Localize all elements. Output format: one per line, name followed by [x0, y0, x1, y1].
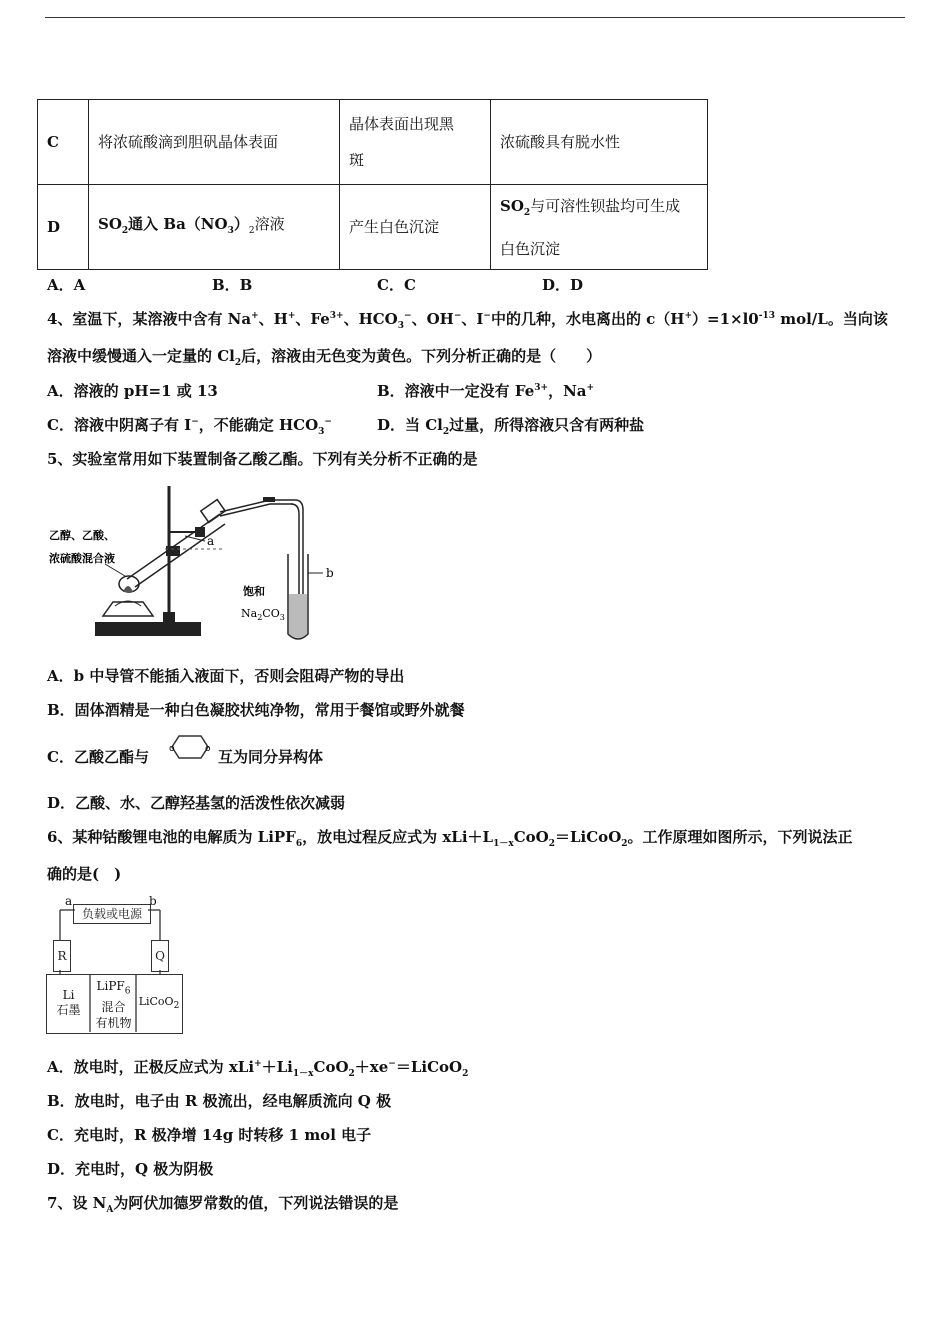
q6-option-c[interactable]: C．充电时，R 极净增 14g 时转移 1 mol 电子 [47, 1126, 372, 1144]
electrolyte-label: LiPF$_6$ 混合 有机物 [95, 979, 132, 1031]
conclusion-cell: $SO_2$与可溶性钡盐均可生成 白色沉淀 [491, 185, 708, 270]
fig-label-b: b [326, 566, 334, 580]
stand-base [95, 622, 201, 636]
phenomenon-cell: 产生白色沉淀 [340, 185, 491, 270]
svg-text:o: o [205, 744, 211, 754]
q4-option-d[interactable]: D．当 $Cl_2$过量，所得溶液只含有两种盐 [377, 416, 645, 437]
q4-stem-line1: 4、室温下，某溶液中含有 Na+、H+、$Fe^{3+}$、$HCO_3^-$、OH−、I−中的几种，水电离出的 $c(H^+)=1\times l0^{-13}$ mol/L。当向该 [47, 310, 888, 331]
q3-option-a[interactable]: A．A [47, 276, 86, 294]
q5-option-c[interactable]: C．乙酸乙酯与 [47, 748, 149, 766]
fig-label-a: a [207, 534, 215, 548]
question-table [37, 99, 708, 270]
fig-label-mixture2: 浓硫酸混合液 [49, 552, 115, 565]
q5-option-d[interactable]: D．乙酸、水、乙醇羟基氢的活泼性依次减弱 [47, 794, 346, 812]
header-rule [45, 17, 905, 18]
q6-option-d[interactable]: D．充电时，Q 极为阴极 [47, 1160, 214, 1178]
q5-option-b[interactable]: B．固体酒精是一种白色凝胶状纯净物，常用于餐馆或野外就餐 [47, 701, 465, 719]
q4-option-c[interactable]: C．溶液中阴离子有 I−，不能确定 $HCO_3^-$ [47, 416, 332, 437]
conclusion-cell: 浓硫酸具有脱水性 [491, 100, 708, 185]
electrode-r: R [53, 940, 71, 972]
electrode-q: Q [151, 940, 169, 972]
q4-option-a[interactable]: A．溶液的 pH=1 或 13 [47, 382, 218, 400]
q6-option-a[interactable]: A．放电时，正极反应式为 $xLi^++Li_{1-x}CoO_2+xe^-=LiCoO_2$ [47, 1058, 469, 1079]
terminal-a-label: a [65, 894, 73, 908]
q7-stem: 7、设 $N_A$为阿伏加德罗常数的值，下列说法错误的是 [47, 1194, 399, 1215]
load-or-source-box: 负载或电源 [73, 904, 151, 924]
q4-stem-line2: 溶液中缓慢通入一定量的 $Cl_2$后，溶液由无色变为黄色。下列分析正确的是（ ） [47, 347, 602, 368]
q4-option-b[interactable]: B．溶液中一定没有 $Fe^{3+}$，Na+ [377, 382, 595, 400]
q6-stem-line1: 6、某种钴酸锂电池的电解质为 LiPF$_6$，放电过程反应式为 $xLi+L_{1-x}CoO_2=LiCoO_2$。工作原理如图所示，下列说法正 [47, 828, 853, 849]
table-row [38, 185, 708, 270]
q6-stem-line2: 确的是( ) [47, 865, 122, 883]
fig-label-na2co3: $Na_2CO_3$ [241, 607, 285, 622]
q6-option-b[interactable]: B．放电时，电子由 R 极流出，经电解质流向 Q 极 [47, 1092, 392, 1110]
cyclic-ether-structure-icon [164, 732, 216, 762]
q5-option-c-tail: 互为同分异构体 [218, 748, 324, 766]
operation-cell: $SO_2$通入 $Ba(NO_3)_2$溶液 [89, 185, 340, 270]
terminal-b-label: b [149, 894, 157, 908]
q3-option-b[interactable]: B．B [212, 276, 253, 294]
table-row [38, 100, 708, 185]
q3-option-c[interactable]: C．C [377, 276, 416, 294]
anode-label: Li 石墨 [56, 988, 81, 1017]
esterification-apparatus-figure [45, 484, 345, 644]
cathode-label: LiCoO$_2$ [138, 995, 180, 1012]
fig-label-saturated: 饱和 [243, 585, 265, 598]
phenomenon-cell: 晶体表面出现黑 斑 [340, 100, 491, 185]
svg-text:o: o [169, 744, 175, 754]
option-cell: D [38, 185, 89, 270]
q5-stem: 5、实验室常用如下装置制备乙酸乙酯。下列有关分析不正确的是 [47, 450, 478, 468]
operation-cell: 将浓硫酸滴到胆矾晶体表面 [89, 100, 340, 185]
battery-diagram-figure [45, 894, 185, 1035]
q3-option-d[interactable]: D．D [542, 276, 584, 294]
fig-label-mixture1: 乙醇、乙酸、 [49, 529, 115, 542]
option-cell: C [38, 100, 89, 185]
q5-option-a[interactable]: A．b 中导管不能插入液面下，否则会阻碍产物的导出 [47, 667, 405, 685]
